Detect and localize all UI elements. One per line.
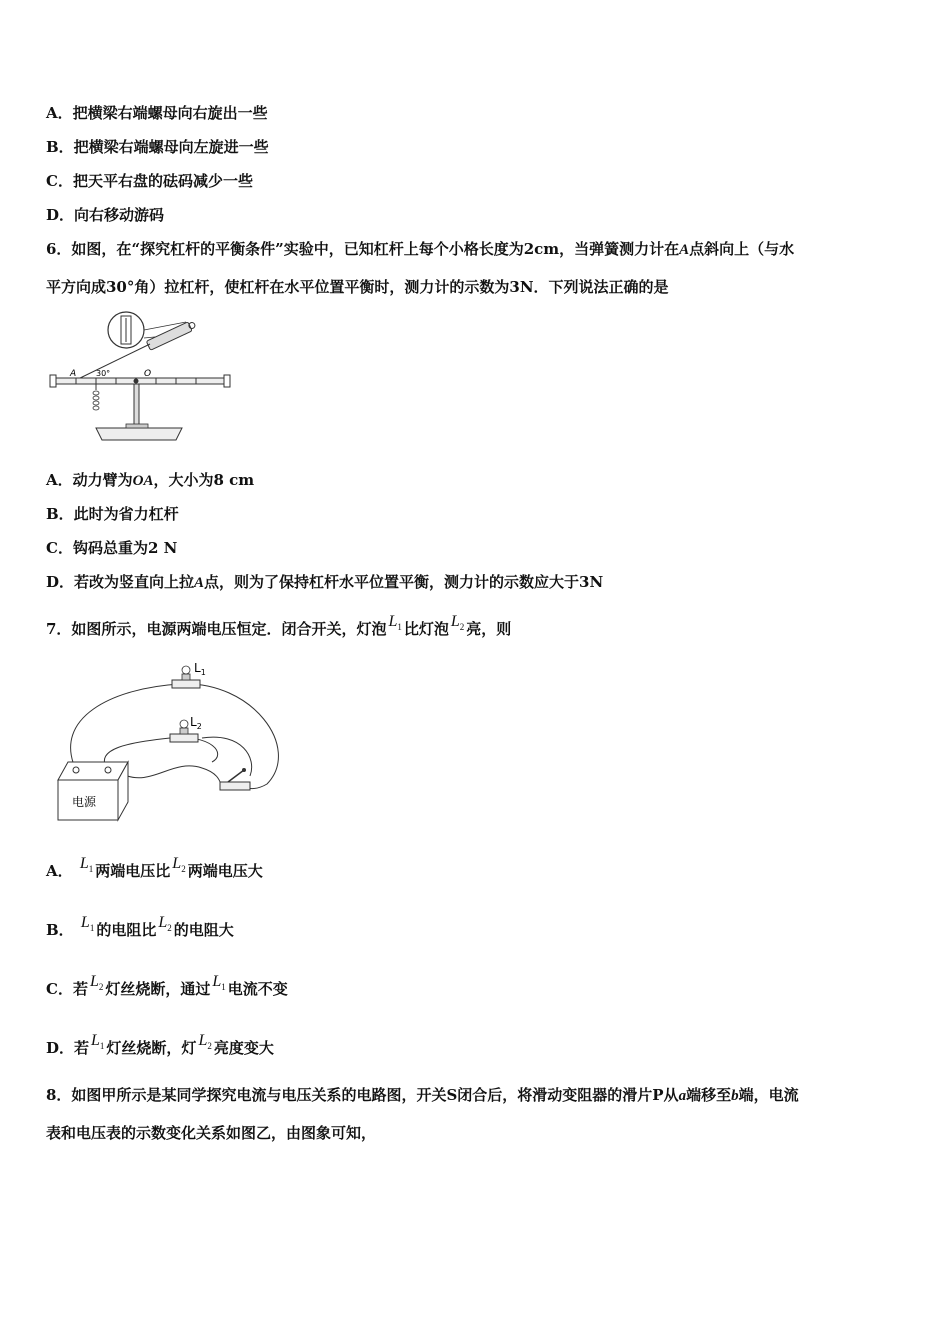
q5-option-b: B．把横梁右端螺母向左旋进一些 [46,138,269,156]
q7-option-d: D．若 $L_1$ 灯丝烧断，灯 $L_2$ 亮度变大 [46,1032,274,1057]
q5-option-c: C．把天平右盘的砝码减少一些 [46,172,253,190]
q6-option-a: A．动力臂为OA，大小为8 cm [46,471,255,489]
power-source-label: 电源 [72,795,97,809]
lamp-l2-label: $L_2$ [190,715,202,731]
q6-stem-line2: 平方向成30°角）拉杠杆，使杠杆在水平位置平衡时，测力计的示数为3N．下列说法正确的是 [46,278,669,296]
q7-option-a: A． $L_1$ 两端电压比 $L_2$ 两端电压大 [46,855,263,880]
q7-option-b: B． $L_1$ 的电阻比 $L_2$ 的电阻大 [46,914,234,939]
q8-stem-line1: 8．如图甲所示是某同学探究电流与电压关系的电路图，开关S闭合后，将滑动变阻器的滑片P从a端移至b端，电流 [46,1086,799,1104]
lever-label-a: A [70,369,77,379]
q5-option-a: A．把横梁右端螺母向右旋出一些 [46,104,268,122]
q6-option-b: B．此时为省力杠杆 [46,505,179,523]
lever-label-o: O [144,369,152,379]
lever-label-30: 30° [96,369,111,378]
q6-option-d: D．若改为竖直向上拉A点，则为了保持杠杆水平位置平衡，测力计的示数应大于3N [46,573,604,591]
q6-stem-line1: 6．如图，在“探究杠杆的平衡条件”实验中，已知杠杆上每个小格长度为2cm，当弹簧测力计在A点斜向上（与水 [46,240,795,258]
q5-option-d: D．向右移动游码 [46,206,165,224]
lever-figure [46,308,236,446]
q8-stem-line2: 表和电压表的示数变化关系如图乙，由图象可知， [46,1124,377,1142]
q7-stem: 7．如图所示，电源两端电压恒定．闭合开关，灯泡 $L_1$ 比灯泡 $L_2$ 亮，则 [46,613,512,638]
circuit-figure [52,658,288,824]
lamp-l1-label: $L_1$ [194,661,206,677]
q7-option-c: C．若 $L_2$ 灯丝烧断，通过 $L_1$ 电流不变 [46,973,288,998]
q6-option-c: C．钩码总重为2 N [46,539,178,557]
